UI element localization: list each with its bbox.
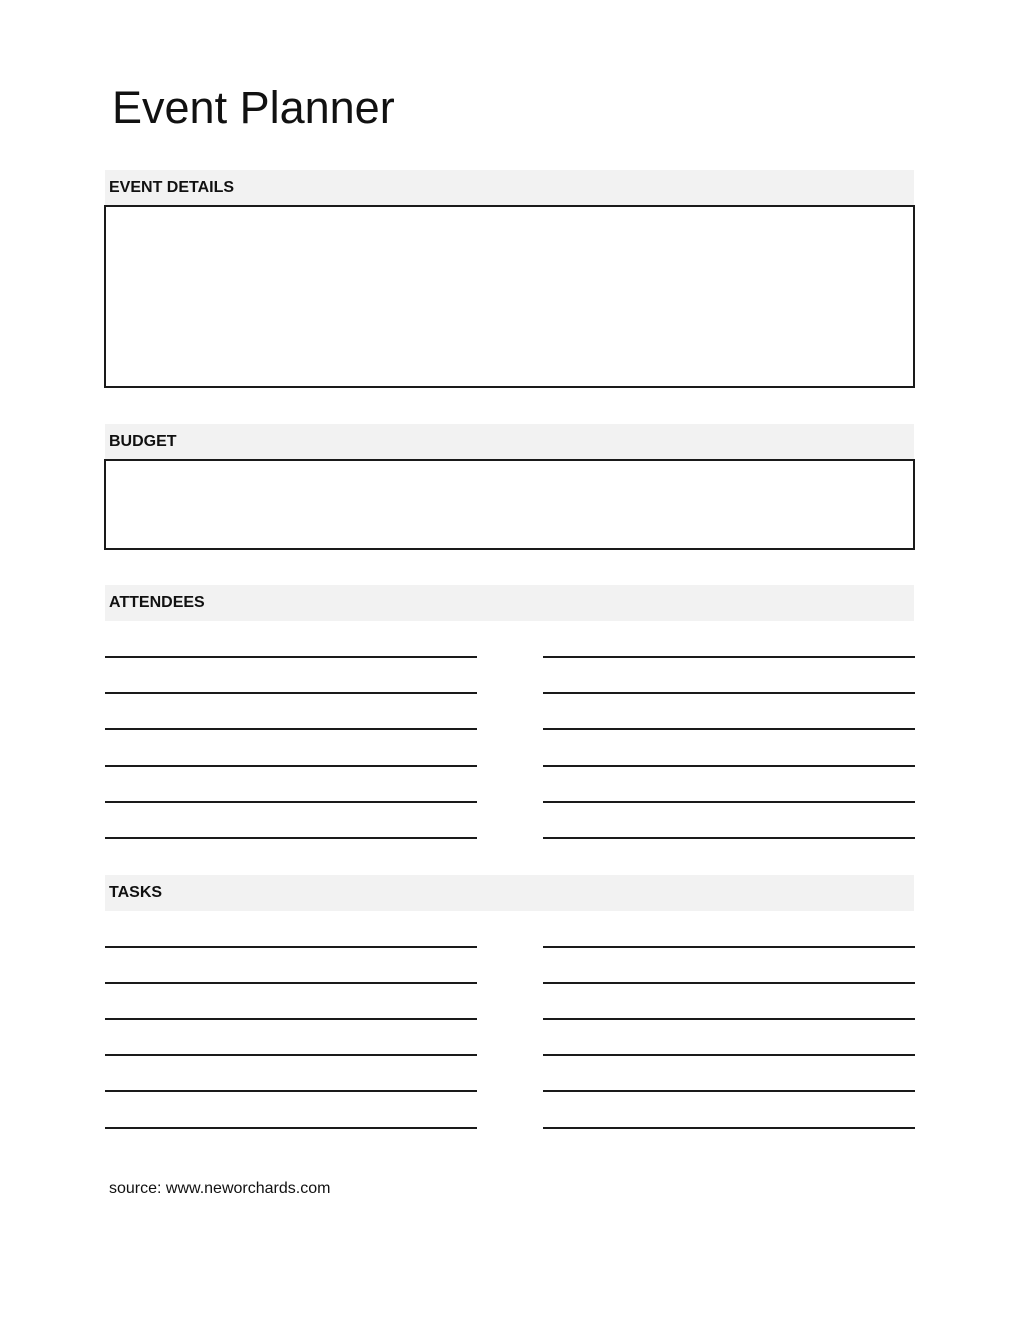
event-details-header: EVENT DETAILS bbox=[105, 170, 914, 206]
attendee-line[interactable] bbox=[105, 837, 477, 839]
task-line[interactable] bbox=[543, 1054, 915, 1056]
page-title: Event Planner bbox=[112, 82, 395, 133]
event-details-box[interactable] bbox=[104, 205, 915, 388]
attendee-line[interactable] bbox=[543, 656, 915, 658]
attendee-line[interactable] bbox=[105, 728, 477, 730]
task-line[interactable] bbox=[543, 1018, 915, 1020]
task-line[interactable] bbox=[543, 982, 915, 984]
attendee-line[interactable] bbox=[543, 692, 915, 694]
task-line[interactable] bbox=[543, 1127, 915, 1129]
attendee-line[interactable] bbox=[105, 765, 477, 767]
attendee-line[interactable] bbox=[105, 656, 477, 658]
attendee-line[interactable] bbox=[543, 728, 915, 730]
tasks-header: TASKS bbox=[105, 875, 914, 911]
budget-box[interactable] bbox=[104, 459, 915, 550]
task-line[interactable] bbox=[105, 1127, 477, 1129]
attendee-line[interactable] bbox=[105, 692, 477, 694]
task-line[interactable] bbox=[105, 982, 477, 984]
attendees-header: ATTENDEES bbox=[105, 585, 914, 621]
attendee-line[interactable] bbox=[543, 801, 915, 803]
task-line[interactable] bbox=[105, 1018, 477, 1020]
source-note: source: www.neworchards.com bbox=[109, 1180, 331, 1197]
task-line[interactable] bbox=[105, 1054, 477, 1056]
attendee-line[interactable] bbox=[105, 801, 477, 803]
budget-header: BUDGET bbox=[105, 424, 914, 460]
attendee-line[interactable] bbox=[543, 765, 915, 767]
task-line[interactable] bbox=[543, 946, 915, 948]
task-line[interactable] bbox=[105, 946, 477, 948]
task-line[interactable] bbox=[543, 1090, 915, 1092]
attendee-line[interactable] bbox=[543, 837, 915, 839]
task-line[interactable] bbox=[105, 1090, 477, 1092]
